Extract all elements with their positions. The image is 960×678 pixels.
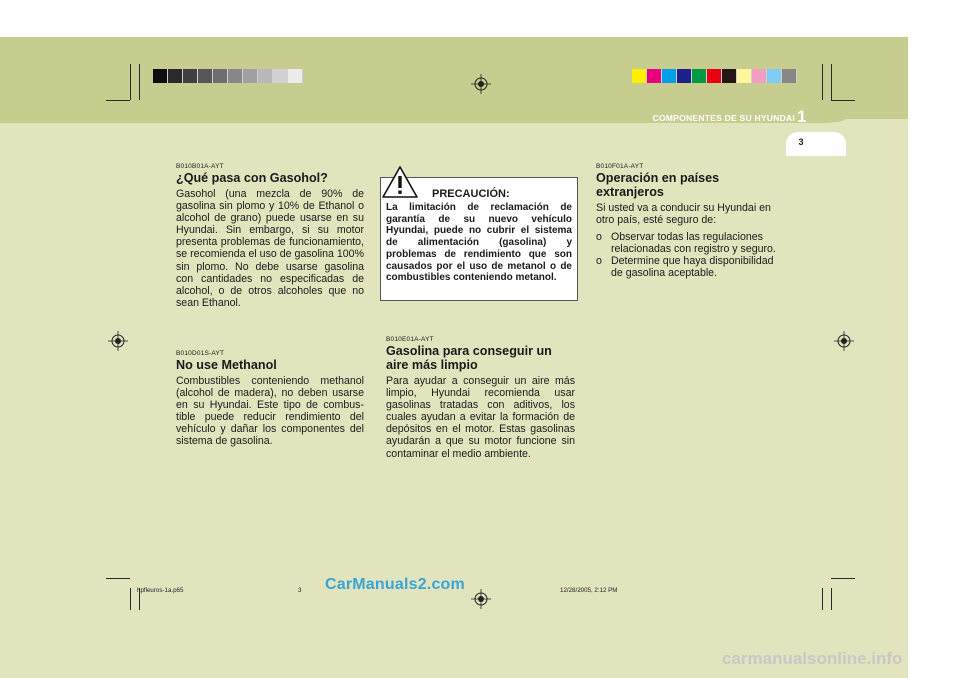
bullet-marker: o [596,231,602,244]
crop-mark [106,100,130,101]
header-band [0,37,908,155]
color-swatch [258,69,273,83]
section-gasohol [176,163,364,309]
color-swatch [707,69,722,83]
section-title: No use Methanol [176,358,277,372]
section-title: Gasolina para conseguir un aire más limpio [386,344,552,372]
caution-body: La limitación de reclamación de garantía de su nuevo vehículo Hyundai, puede no cubrir el sistema de alimentación (gasolina) y problemas de rendimiento que son causados por el uso de metanol o de combustibles conteniendo metanol. [386,202,572,284]
footer-timestamp: 12/28/2005, 2:12 PM [560,587,618,594]
bullet-marker: o [596,255,602,268]
color-swatch [198,69,213,83]
crop-mark [139,64,140,100]
color-swatch [647,69,662,83]
crop-mark [831,100,855,101]
list-item [596,231,786,255]
section-body: Combustibles conteniendo methanol (alcohol de madera), no deben usarse en su Hyundai. Este tipo de combus- tible puede reducir rendimiento del vehículo y dañar los componentes del sistema de gasolina. [176,375,364,448]
section-clean-air [386,336,575,460]
color-swatch [737,69,752,83]
crop-mark [831,588,832,610]
section-foreign-countries [596,163,786,280]
section-intro: Si usted va a conducir su Hyundai en otro país, esté seguro de: [596,202,771,227]
crop-mark [822,64,823,100]
chapter-number: 1 [797,107,807,126]
color-swatch [692,69,707,83]
color-swatch [752,69,767,83]
section-body: Para ayudar a conseguir un aire más limpio, Hyundai recomienda usar gasolinas tratadas con aditivos, los cuales ayudan a evitar la formación de depósitos en el motor. Estas gasolinas ayudarán a que su motor funcione sin contaminar el medio ambiente. [386,375,575,460]
color-swatch [722,69,737,83]
color-swatch [183,69,198,83]
warning-triangle-icon [381,165,419,199]
chapter-title: COMPONENTES DE SU HYUNDAI [652,113,795,123]
section-code: B010E01A-AYT [386,336,434,343]
caution-title: PRECAUCIÓN: [432,188,510,200]
color-swatch [273,69,288,83]
page-number: 3 [798,137,804,147]
color-swatch [632,69,647,83]
bullet-list [596,231,786,279]
process-color-bar [632,69,797,83]
footer-page: 3 [298,587,302,594]
section-code: B010F01A-AYT [596,163,644,170]
crop-mark [130,64,131,100]
color-swatch [243,69,258,83]
section-methanol [176,350,364,448]
color-swatch [213,69,228,83]
color-swatch [662,69,677,83]
color-swatch [228,69,243,83]
crop-mark [130,588,131,610]
watermark-link-secondary[interactable]: carmanualsonline.info [722,649,903,668]
crop-mark [831,578,855,579]
section-title: Operación en países extranjeros [596,171,720,199]
section-body: Gasohol (una mezcla de 90% de gasolina sin plomo y 10% de Ethanol o alcohol de grano) puede usarse en su Hyundai. Sin embargo, si su motor presenta problemas de funcionamiento, se recomienda el uso de gasolina 100% sin plomo. No debe usarse gasolina con cantidades no especificadas de alcohol, o de otros alcoholes que no sean Ethanol. [176,188,364,309]
registration-mark-icon [834,331,854,351]
color-swatch [288,69,303,83]
color-swatch [782,69,797,83]
registration-mark-icon [108,331,128,351]
color-swatch [767,69,782,83]
footer-file-name: hpfleuros-1a.p65 [137,587,184,594]
section-code: B010D01S-AYT [176,350,225,357]
color-swatch [168,69,183,83]
watermark-link[interactable]: CarManuals2.com [325,576,465,593]
registration-mark-icon [471,589,491,609]
list-item-text: Determine que haya disponibilidad de gasolina aceptable. [611,255,774,280]
color-swatch [677,69,692,83]
grayscale-color-bar [153,69,303,83]
list-item-text: Observar todas las regulaciones relacionadas con registro y seguro. [611,231,776,256]
crop-mark [106,578,130,579]
crop-mark [822,588,823,610]
section-title: ¿Qué pasa con Gasohol? [176,171,328,185]
color-swatch [153,69,168,83]
registration-mark-icon [471,74,491,94]
list-item [596,255,786,279]
section-code: B010B01A-AYT [176,163,224,170]
crop-mark [831,64,832,100]
